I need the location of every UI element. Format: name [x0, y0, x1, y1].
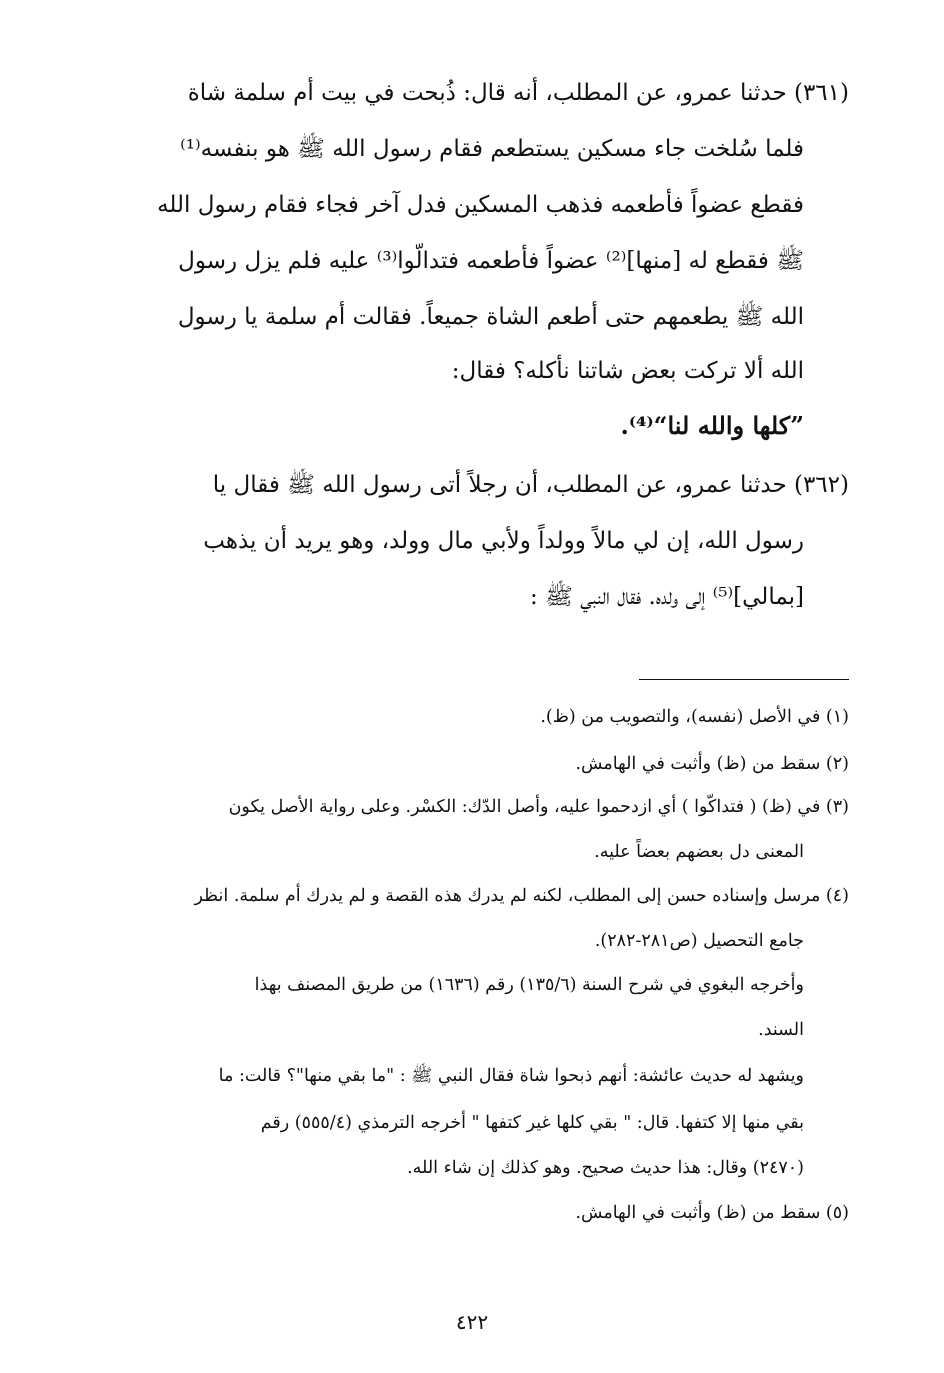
footnote-4-line-4: السند.	[758, 1020, 804, 1040]
hadith-362-line-3: [بمالي]⁽⁵⁾ إلى ولده. فقال النبي ﷺ :	[530, 584, 804, 610]
footnote-separator	[639, 679, 849, 680]
hadith-361-quote: ”كلها والله لنا“⁽⁴⁾.	[620, 411, 804, 440]
footnote-2: (٢) سقط من (ظ) وأثبت في الهامش.	[575, 754, 849, 774]
hadith-361-line-4: ﷺ فقطع له [منها]⁽²⁾ عضواً فأطعمه فتدالّوا⁽³⁾ عليه فلم يزل رسول	[178, 248, 804, 274]
footnote-5: (٥) سقط من (ظ) وأثبت في الهامش.	[575, 1203, 849, 1223]
hadith-361-line-3: فقطع عضواً فأطعمه فذهب المسكين فدل آخر فجاء فقام رسول الله	[157, 192, 804, 218]
footnote-3-line-1: (٣) في (ظ) ( فتداكّوا ) أي ازدحموا عليه، وأصل الدّك: الكسْر. وعلى رواية الأصل يكون	[228, 797, 849, 817]
footnote-4-line-2: جامع التحصيل (ص٢٨١-٢٨٢).	[594, 931, 804, 951]
footnote-3-line-2: المعنى دل بعضهم بعضاً عليه.	[594, 842, 804, 862]
hadith-362-line-2: رسول الله، إن لي مالاً وولداً ولأبي مال وولد، وهو يريد أن يذهب	[203, 528, 804, 554]
footnote-4-line-6: بقي منها إلا كتفها. قال: " بقي كلها غير كتفها " أخرجه الترمذي (٥٥٥/٤) رقم	[260, 1113, 804, 1133]
hadith-362-line-1: (٣٦٢) حدثنا عمرو، عن المطلب، أن رجلاً أتى رسول الله ﷺ فقال يا	[212, 472, 849, 498]
hadith-361-line-5: الله ﷺ يطعمهم حتى أطعم الشاة جميعاً. فقالت أم سلمة يا رسول	[177, 304, 804, 330]
page-number: ٤٢٢	[455, 1310, 489, 1334]
footnote-1: (١) في الأصل (نفسه)، والتصويب من (ظ).	[540, 707, 849, 727]
footnote-4-line-1: (٤) مرسل وإسناده حسن إلى المطلب، لكنه لم يدرك هذه القصة و لم يدرك أم سلمة. انظر	[194, 886, 849, 906]
footnote-4-line-7: (٢٤٧٠) وقال: هذا حديث صحيح. وهو كذلك إن شاء الله.	[407, 1158, 804, 1178]
hadith-361-line-1: (٣٦١) حدثنا عمرو، عن المطلب، أنه قال: ذُبحت في بيت أم سلمة شاة	[187, 80, 849, 106]
footnote-4-line-5: ويشهد له حديث عائشة: أنهم ذبحوا شاة فقال النبي ﷺ : "ما بقي منها"؟ قالت: ما	[218, 1066, 804, 1086]
footnote-4-line-3: وأخرجه البغوي في شرح السنة (١٣٥/٦) رقم (١٦٣٦) من طريق المصنف بهذا	[254, 975, 804, 995]
hadith-361-line-2: فلما سُلخت جاء مسكين يستطعم فقام رسول الله ﷺ هو بنفسه⁽¹⁾	[180, 136, 804, 162]
hadith-361-line-6: الله ألا تركت بعض شاتنا نأكله؟ فقال:	[451, 358, 804, 384]
